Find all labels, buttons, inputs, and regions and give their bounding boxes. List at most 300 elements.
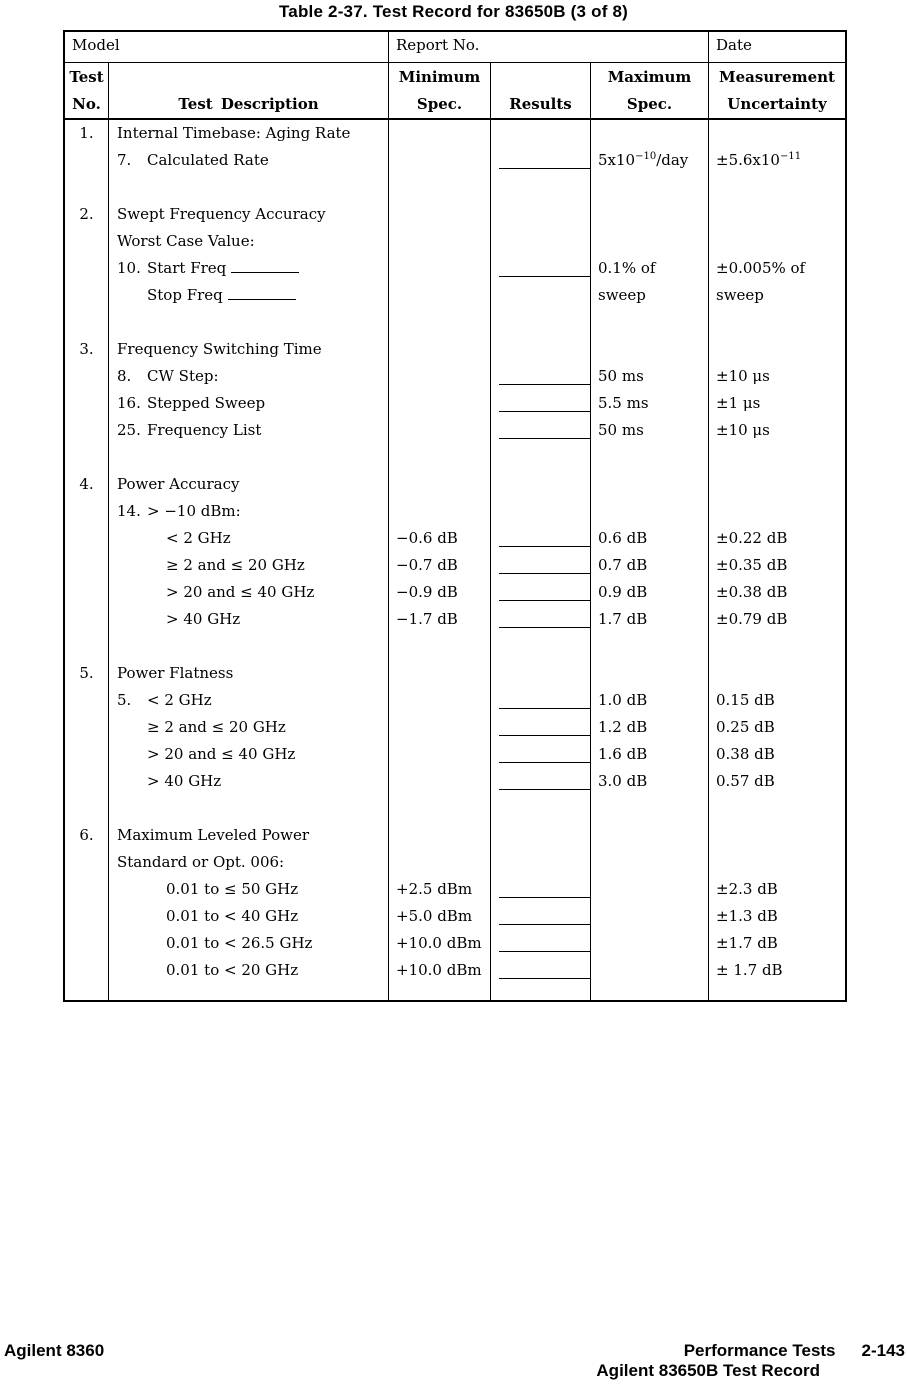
report-no-label: Report No. [388,32,708,62]
description-text: 0.01 to ≤ 50 GHz [166,880,299,898]
description-text: Frequency Switching Time [117,340,322,358]
description-text: Standard or Opt. 006: [117,853,285,871]
uncertainty-cell: sweep [708,282,845,309]
description-cell [108,957,388,984]
minimum-spec-cell [388,282,490,309]
test-number-cell: 3. [79,340,94,358]
uncertainty-cell: ±0.22 dB [708,525,845,552]
minimum-spec-cell [388,255,490,282]
description-text: Frequency List [147,421,262,439]
table-row [65,552,845,579]
test-number-cell: 6. [79,826,94,844]
test-number-cell [65,606,108,633]
col-header-description-label: Test Description [178,95,319,113]
results-cell [490,336,590,363]
results-cell [490,606,590,633]
results-blank-line [499,789,590,790]
table-row [65,390,845,417]
uncertainty-cell: ±2.3 dB [708,876,845,903]
col-header-no: No. [72,95,101,113]
description-line [166,961,298,979]
description-line [147,772,221,790]
uncertainty-cell: 0.25 dB [708,714,845,741]
uncertainty-cell [708,795,845,822]
description-cell [108,606,388,633]
description-cell [108,498,388,525]
description-cell [108,525,388,552]
results-cell [490,174,590,201]
uncertainty-cell [708,228,845,255]
description-cell [108,741,388,768]
col-header-uncertainty: Uncertainty [727,95,827,113]
description-text: < 2 GHz [166,529,231,547]
results-cell [490,768,590,795]
description-text: Power Accuracy [117,475,240,493]
minimum-spec-cell [388,336,490,363]
uncertainty-cell: ±0.79 dB [708,606,845,633]
minimum-spec-cell [388,363,490,390]
maximum-spec-cell: 50 ms [590,417,708,444]
test-number-cell: 1. [79,124,94,142]
description-cell [108,822,388,849]
results-cell [490,903,590,930]
results-cell [490,876,590,903]
results-cell [490,255,590,282]
description-line [117,232,255,250]
uncertainty-cell: ±10 μs [708,417,845,444]
table-row [65,228,845,255]
test-number-cell [65,930,108,957]
description-cell [108,363,388,390]
test-number-cell [65,741,108,768]
description-line [166,583,314,601]
test-number-cell [65,552,108,579]
minimum-spec-cell: +10.0 dBm [388,930,490,957]
description-text: > 20 and ≤ 40 GHz [166,583,315,601]
results-cell [490,984,590,1001]
footer-right-block [596,1341,905,1381]
maximum-spec-cell [590,930,708,957]
results-blank-line [499,951,590,952]
maximum-spec-cell: 50 ms [590,363,708,390]
description-cell [108,714,388,741]
test-number-cell [65,579,108,606]
minimum-spec-cell [388,498,490,525]
description-line [117,502,241,520]
maximum-spec-cell: 0.1% of [590,255,708,282]
description-text: 0.01 to < 20 GHz [166,961,299,979]
test-number-cell [65,282,108,309]
table-row [65,768,845,795]
fill-in-blank-line [228,286,296,300]
uncertainty-cell: 0.38 dB [708,741,845,768]
col-header-maximum-spec [590,63,708,118]
superscript: −11 [779,151,802,162]
results-cell [490,444,590,471]
minimum-spec-cell [388,714,490,741]
uncertainty-cell [708,660,845,687]
uncertainty-cell: ±10 μs [708,363,845,390]
table-row [65,201,845,228]
description-text: > 40 GHz [166,610,241,628]
results-cell [490,660,590,687]
description-cell [108,660,388,687]
col-header-results-label: Results [509,95,572,113]
maximum-spec-cell [590,120,708,147]
uncertainty-cell: ±0.38 dB [708,579,845,606]
description-cell [108,876,388,903]
results-blank-line [499,411,590,412]
table-row [65,741,845,768]
maximum-spec-cell [590,795,708,822]
description-cell [108,444,388,471]
results-cell [490,579,590,606]
table-row [65,687,845,714]
table-row [65,120,845,147]
col-header-measurement-uncertainty [708,63,845,118]
minimum-spec-cell [388,201,490,228]
table-row [65,336,845,363]
minimum-spec-cell: −0.7 dB [388,552,490,579]
description-line [166,907,298,925]
test-number-cell [65,633,108,660]
results-blank-line [499,762,590,763]
minimum-spec-cell [388,660,490,687]
minimum-spec-cell [388,822,490,849]
description-cell [108,309,388,336]
description-cell [108,768,388,795]
description-line [117,826,309,844]
maximum-spec-cell [590,849,708,876]
maximum-spec-cell: 1.7 dB [590,606,708,633]
description-cell [108,201,388,228]
test-number-cell [65,498,108,525]
spacer-row [65,984,845,1001]
description-cell [108,120,388,147]
maximum-spec-cell [590,201,708,228]
test-record-table [63,30,847,1002]
results-cell [490,552,590,579]
maximum-spec-cell: sweep [590,282,708,309]
maximum-spec-cell [590,957,708,984]
table-row [65,282,845,309]
results-cell [490,471,590,498]
description-cell [108,795,388,822]
test-number-cell [65,174,108,201]
description-line [117,340,322,358]
description-line [117,124,350,142]
minimum-spec-cell [388,390,490,417]
info-header-row [65,32,845,63]
test-number-cell [65,903,108,930]
maximum-spec-cell [590,336,708,363]
test-number-cell [65,417,108,444]
description-text: > −10 dBm: [147,502,241,520]
col-header-minimum: Minimum [398,68,481,86]
minimum-spec-cell: −0.6 dB [388,525,490,552]
minimum-spec-cell: −0.9 dB [388,579,490,606]
description-line [117,367,219,385]
results-cell [490,363,590,390]
uncertainty-cell: ± 1.7 dB [708,957,845,984]
description-cell [108,552,388,579]
minimum-spec-cell [388,174,490,201]
maximum-spec-cell [590,984,708,1001]
spacer-row [65,633,845,660]
page-title: Table 2-37. Test Record for 83650B (3 of 8) [278,2,629,21]
table-row [65,930,845,957]
minimum-spec-cell: −1.7 dB [388,606,490,633]
results-blank-line [499,600,590,601]
description-line [166,556,305,574]
test-number-cell [65,525,108,552]
uncertainty-cell: ±1 μs [708,390,845,417]
maximum-spec-cell: 3.0 dB [590,768,708,795]
description-text: Maximum Leveled Power [117,826,310,844]
col-header-results [490,63,590,118]
minimum-spec-cell [388,471,490,498]
test-number-cell: 5. [79,664,94,682]
sub-item-number: 7. [117,151,132,169]
results-cell [490,849,590,876]
table-row [65,363,845,390]
results-blank-line [499,438,590,439]
description-line [117,475,239,493]
minimum-spec-cell: +10.0 dBm [388,957,490,984]
minimum-spec-cell [388,741,490,768]
results-cell [490,120,590,147]
maximum-spec-cell [590,876,708,903]
description-text: < 2 GHz [147,691,212,709]
table-row [65,417,845,444]
col-header-measurement: Measurement [719,68,835,86]
footer-page-number: 2-143 [861,1341,905,1360]
table-row [65,471,845,498]
description-cell [108,579,388,606]
uncertainty-cell [708,174,845,201]
minimum-spec-cell [388,444,490,471]
results-blank-line [499,897,590,898]
minimum-spec-cell [388,795,490,822]
description-text: CW Step: [147,367,219,385]
test-number-cell [65,957,108,984]
description-line [147,745,295,763]
description-text: > 40 GHz [147,772,222,790]
results-blank-line [499,276,590,277]
uncertainty-cell [708,822,845,849]
uncertainty-cell: 0.15 dB [708,687,845,714]
spacer-row [65,174,845,201]
description-text: Internal Timebase: Aging Rate [117,124,351,142]
results-cell [490,822,590,849]
results-cell [490,282,590,309]
test-number-cell: 4. [79,475,94,493]
sub-item-number: 16. [117,394,141,412]
table-row [65,822,845,849]
superscript: −10 [635,151,657,162]
uncertainty-cell [708,498,845,525]
minimum-spec-cell [388,687,490,714]
description-line [117,151,269,169]
maximum-spec-cell [590,498,708,525]
description-cell [108,228,388,255]
minimum-spec-cell [388,147,490,174]
results-cell [490,201,590,228]
results-cell [490,525,590,552]
maximum-spec-cell: $5x10^{-10}$/day [590,147,708,174]
description-cell [108,687,388,714]
uncertainty-cell [708,336,845,363]
description-cell [108,984,388,1001]
test-number-cell [65,795,108,822]
table-row [65,525,845,552]
description-text: 0.01 to < 40 GHz [166,907,299,925]
test-number-cell [65,255,108,282]
results-cell [490,498,590,525]
results-blank-line [499,627,590,628]
test-number-cell: 2. [79,205,94,223]
test-number-cell [65,849,108,876]
col-header-minimum-spec [388,63,490,118]
maximum-spec-cell [590,228,708,255]
fill-in-blank-line [231,259,299,273]
minimum-spec-cell [388,849,490,876]
results-cell [490,930,590,957]
maximum-spec-cell [590,309,708,336]
table-row [65,876,845,903]
uncertainty-cell: 0.57 dB [708,768,845,795]
description-text: ≥ 2 and ≤ 20 GHz [166,556,305,574]
uncertainty-cell [708,471,845,498]
sub-item-number: 14. [117,502,141,520]
description-cell [108,417,388,444]
minimum-spec-cell [388,768,490,795]
table-row [65,255,845,282]
description-text: > 20 and ≤ 40 GHz [147,745,296,763]
table-row [65,579,845,606]
results-blank-line [499,168,590,169]
uncertainty-cell: ±1.3 dB [708,903,845,930]
description-cell [108,147,388,174]
description-line [147,286,296,304]
uncertainty-cell: ±0.35 dB [708,552,845,579]
test-number-cell [65,147,108,174]
description-text: ≥ 2 and ≤ 20 GHz [147,718,286,736]
results-cell [490,795,590,822]
uncertainty-cell [708,120,845,147]
results-blank-line [499,708,590,709]
description-line [117,691,212,709]
description-cell [108,282,388,309]
minimum-spec-cell [388,120,490,147]
test-number-cell [65,768,108,795]
description-line [166,529,231,547]
results-blank-line [499,573,590,574]
test-number-cell [65,444,108,471]
results-cell [490,957,590,984]
maximum-spec-cell [590,903,708,930]
maximum-spec-cell: 0.7 dB [590,552,708,579]
table-row [65,147,845,174]
description-line [117,259,299,277]
description-line [117,853,284,871]
description-line [117,205,326,223]
results-cell [490,309,590,336]
maximum-spec-cell: 1.2 dB [590,714,708,741]
test-number-cell [65,228,108,255]
table-body [65,120,845,1001]
minimum-spec-cell [388,309,490,336]
col-header-max-spec: Spec. [626,95,673,113]
uncertainty-cell [708,849,845,876]
minimum-spec-cell: +5.0 dBm [388,903,490,930]
col-header-maximum: Maximum [607,68,692,86]
description-text: Worst Case Value: [117,232,255,250]
sub-item-number: 5. [117,691,132,709]
results-cell [490,390,590,417]
description-cell [108,390,388,417]
maximum-spec-cell [590,471,708,498]
description-cell [108,633,388,660]
uncertainty-cell: $\pm 5.6x10^{-11}$ [708,147,845,174]
uncertainty-cell: ±1.7 dB [708,930,845,957]
uncertainty-cell [708,984,845,1001]
table-row [65,498,845,525]
test-number-cell [65,390,108,417]
minimum-spec-cell: +2.5 dBm [388,876,490,903]
footer-document-title: Agilent 83650B Test Record [596,1361,820,1380]
spacer-row [65,444,845,471]
sub-item-number: 10. [117,259,141,277]
uncertainty-cell: ±0.005% of [708,255,845,282]
uncertainty-cell [708,201,845,228]
results-blank-line [499,978,590,979]
spacer-row [65,795,845,822]
maximum-spec-cell: 5.5 ms [590,390,708,417]
description-line [117,394,265,412]
description-cell [108,336,388,363]
description-line [166,610,240,628]
results-cell [490,147,590,174]
description-text: Start Freq [147,259,227,277]
description-text: Stepped Sweep [147,394,266,412]
description-text: Calculated Rate [147,151,269,169]
description-line [166,880,298,898]
results-blank-line [499,546,590,547]
maximum-spec-cell: 1.6 dB [590,741,708,768]
test-number-cell [65,309,108,336]
test-number-cell [65,714,108,741]
description-line [166,934,312,952]
description-text: Swept Frequency Accuracy [117,205,326,223]
description-cell [108,930,388,957]
minimum-spec-cell [388,633,490,660]
results-cell [490,687,590,714]
footer-product-name: Agilent 8360 [4,1341,105,1360]
results-cell [490,741,590,768]
minimum-spec-cell [388,228,490,255]
description-cell [108,849,388,876]
table-row [65,849,845,876]
footer-chapter-title: Performance Tests [683,1341,836,1360]
description-cell [108,471,388,498]
date-label: Date [708,32,845,62]
maximum-spec-cell [590,444,708,471]
results-blank-line [499,384,590,385]
table-row [65,606,845,633]
maximum-spec-cell [590,660,708,687]
column-header-row [65,63,845,120]
